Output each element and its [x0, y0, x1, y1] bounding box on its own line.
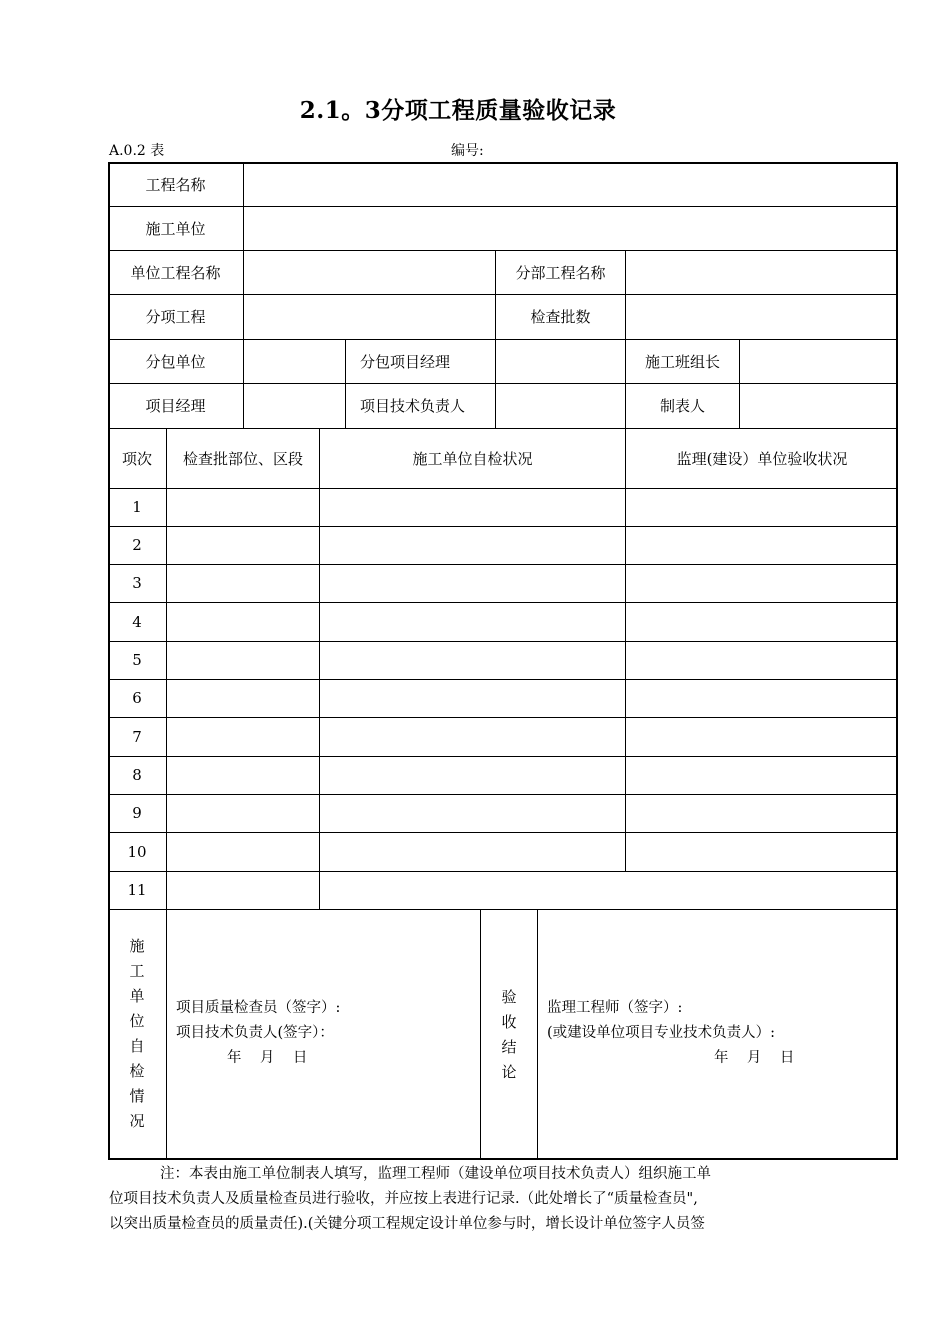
supervision-header: 监理(建设）单位验收状况	[676, 449, 848, 468]
rule	[108, 641, 898, 642]
rule	[319, 428, 320, 909]
self-check-section-label: 施工单位自检情况	[129, 937, 145, 1130]
tabulator-label: 制表人	[659, 397, 705, 415]
row-number: 3	[132, 574, 142, 592]
tabulator-value[interactable]	[740, 383, 898, 428]
construction-unit-value[interactable]	[244, 206, 898, 250]
sub-item-value[interactable]	[244, 294, 495, 339]
row-number: 1	[132, 498, 142, 516]
row-number: 6	[132, 689, 142, 707]
rule	[108, 756, 898, 757]
rule	[108, 564, 898, 565]
rule	[108, 526, 898, 527]
pm-value[interactable]	[244, 383, 345, 428]
rule	[108, 488, 898, 489]
row-number: 5	[132, 651, 142, 669]
acceptance-conclusion-label: 验收结论	[501, 988, 517, 1081]
row-number: 9	[132, 804, 142, 822]
tech-lead-value[interactable]	[496, 383, 625, 428]
rule	[166, 428, 167, 909]
batch-count-label: 检查批数	[530, 308, 591, 326]
rule	[480, 909, 481, 1160]
item-no-header: 项次	[121, 449, 152, 468]
subcontractor-label: 分包单位	[145, 352, 206, 371]
self-check-header: 施工单位自检状况	[412, 449, 533, 468]
tech-lead-signature-label: 项目技术负责人(签字）：	[176, 1025, 334, 1041]
footnote-line: 位项目技术负责人及质量检查员进行验收，并应按上表进行记录.（此处增长了“质量检查员",	[109, 1191, 698, 1207]
rule	[108, 871, 898, 872]
form-code: A.0.2 表	[109, 143, 165, 159]
owner-rep-signature-label: (或建设单位项目专业技术负责人）:	[547, 1025, 776, 1041]
sub-division-name-value[interactable]	[626, 250, 898, 294]
rule	[166, 909, 167, 1160]
team-leader-label: 施工班组长	[644, 352, 720, 371]
rule	[108, 679, 898, 680]
sub-pm-value[interactable]	[496, 339, 625, 383]
rule	[625, 428, 626, 871]
project-name-label: 工程名称	[145, 175, 206, 194]
footnote-line: 以突出质量检查员的质量责任).(关键分项工程规定设计单位参与时，增长设计单位签字人员签	[109, 1216, 705, 1232]
team-leader-value[interactable]	[740, 339, 898, 383]
page-title: 2.1。3分项工程质量验收记录	[299, 97, 617, 124]
unit-project-name-value[interactable]	[244, 250, 495, 294]
date-left: 年 月 日	[227, 1050, 308, 1066]
date-right: 年 月 日	[714, 1050, 795, 1066]
row-number: 7	[132, 727, 142, 746]
row-number: 8	[132, 766, 142, 784]
row-number: 11	[127, 881, 147, 899]
rule	[108, 602, 898, 603]
row-number: 2	[132, 536, 142, 554]
rule	[108, 832, 898, 833]
row-number: 10	[127, 842, 147, 861]
engineer-signature-label: 监理工程师（签字）:	[547, 1000, 683, 1016]
pm-label: 项目经理	[145, 397, 206, 415]
rule	[537, 909, 538, 1160]
construction-unit-label: 施工单位	[145, 219, 206, 238]
row-number: 4	[132, 612, 142, 631]
batch-count-value[interactable]	[626, 294, 898, 339]
unit-project-name-label: 单位工程名称	[130, 263, 221, 282]
footnote	[109, 1162, 809, 1237]
rule	[108, 717, 898, 718]
rule	[108, 909, 898, 910]
sub-pm-label: 分包项目经理	[360, 352, 451, 371]
sub-item-label: 分项工程	[145, 308, 206, 326]
number-label: 编号:	[451, 143, 484, 159]
subcontractor-value[interactable]	[244, 339, 345, 383]
rule	[108, 794, 898, 795]
inspector-signature-label: 项目质量检查员（签字）:	[176, 1000, 341, 1016]
project-name-value[interactable]	[244, 162, 898, 206]
tech-lead-label: 项目技术负责人	[360, 397, 466, 415]
footnote-line: 注：本表由施工单位制表人填写，监理工程师（建设单位项目技术负责人）组织施工单	[160, 1166, 711, 1182]
location-header: 检查批部位、区段	[182, 449, 303, 468]
sub-division-name-label: 分部工程名称	[515, 263, 606, 282]
